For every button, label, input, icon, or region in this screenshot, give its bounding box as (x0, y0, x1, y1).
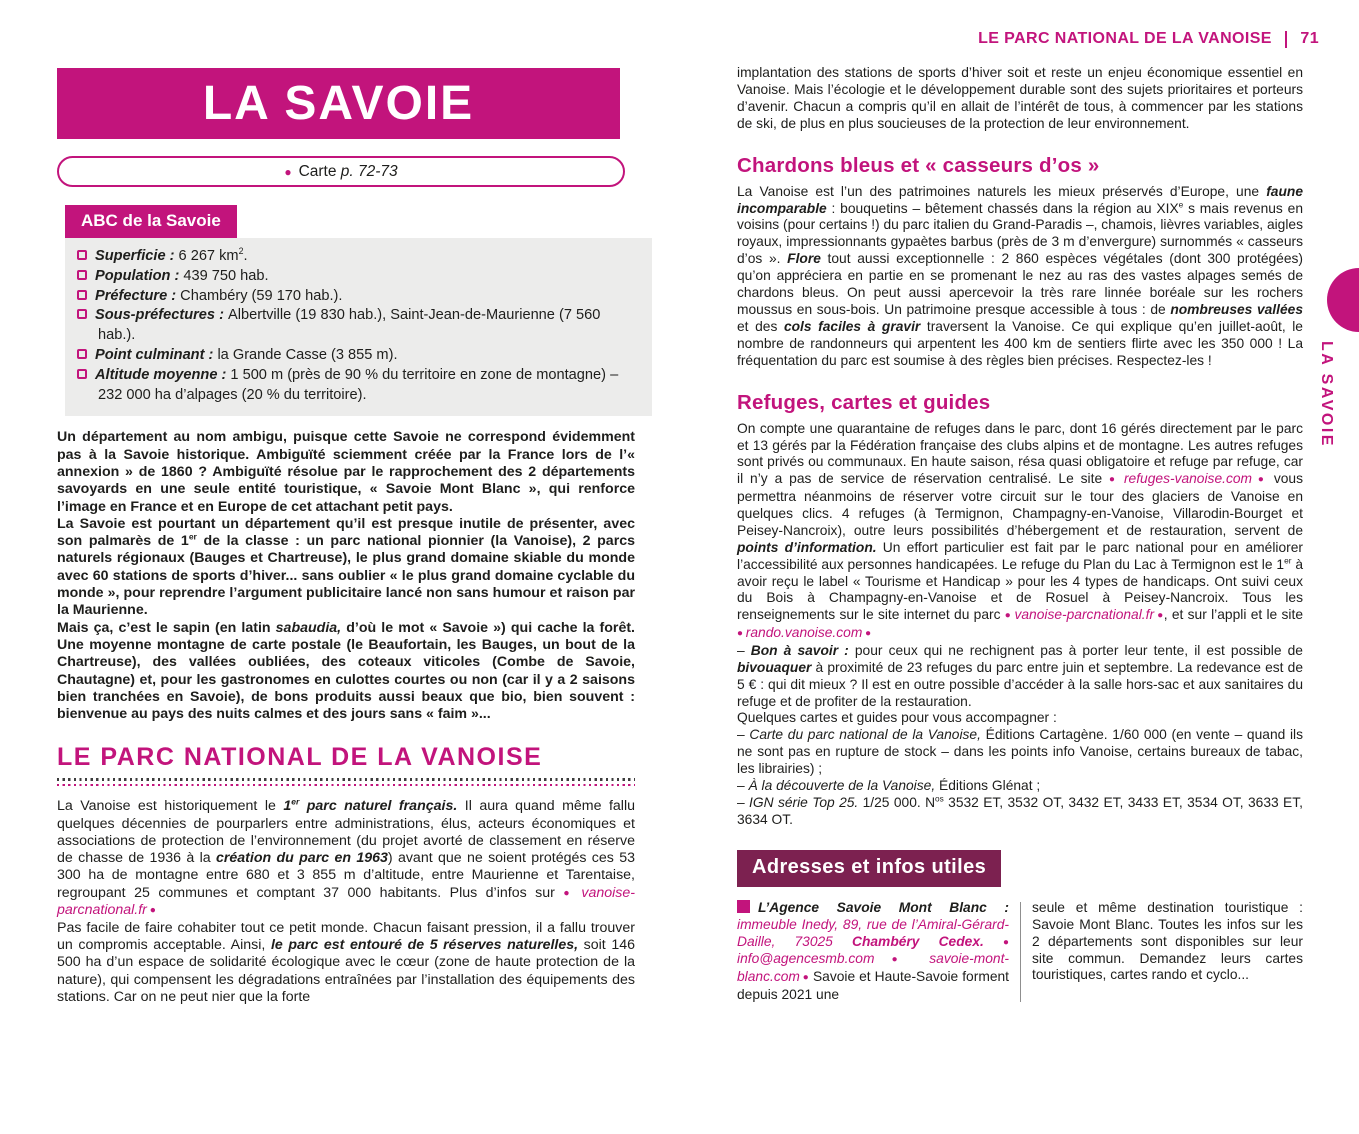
abc-factbox (65, 205, 652, 416)
fact-item (77, 267, 638, 287)
inline-link[interactable]: vanoise-parcnational.fr (57, 884, 635, 919)
dotted-rule (57, 778, 635, 786)
square-bullet-icon (77, 309, 87, 319)
fact-text: Sous-préfectures : Albertville (19 830 hab.), Saint-Jean-de-Maurienne (7 560 hab.). (95, 307, 601, 344)
map-list-item: – IGN série Top 25. 1/25 000. $N^{os}$ 3532 ET, 3532 OT, 3432 ET, 3433 ET, 3534 OT, 3633 ET, 3634 OT. (737, 794, 1303, 827)
inline-link[interactable]: info@agencesmb.com (737, 951, 875, 967)
left-column (57, 68, 635, 1006)
map-list-item: – À la découverte de la Vanoise, Éditions Glénat ; (737, 778, 1041, 794)
body-paragraph: La Vanoise est historiquement le 1er parc naturel français. Il aura quand même fallu quelques décennies de pourparlers entre administrations, élus, acteurs économiques et associations de protection de l’environnement (du projet avorté de classement en réserve de chasse de 1936 à la création du parc en 1963) avant que ne soient protégés ces 53 300 ha de montagne entre 680 et 3 855 m d’altitude, entre Maurienne et Tarentaise, regroupant 25 communes et comptant 37 000 habitants. Plus d’infos sur ● vanoise-parcnational.fr ● (57, 796, 635, 919)
square-bullet-icon (77, 270, 87, 280)
intro-paragraph: Un département au nom ambigu, puisque cette Savoie ne correspond évidemment pas à la Savoie historique. Ambiguïté sciemment créée par la France lors de l’« annexion » de 1860 ? Ambiguïté résolue par le rapprochement des 2 départements savoyards en une seule entité touristique, « Savoie Mont Blanc », qui renforce l’image en France et en Europe de cet attachant petit pays. (57, 429, 635, 515)
square-bullet-icon (77, 369, 87, 379)
bullet-dot-icon: ● (284, 164, 292, 179)
intro-paragraph: La Savoie est pourtant un département qu’il est presque inutile de présenter, avec son palmarès de 1er de la classe : un parc national pionnier (la Vanoise), 2 parcs naturels régionaux (Bauges et Chartreuse), le plus grand domaine skiable du monde avec 60 stations de sports d’hiver... sans oublier « le plus grand domaine cyclable du monde », pour reprendre l’argument publicitaire lancé non sans humour et raison par la Maurienne. (57, 515, 635, 619)
fact-text: Point culminant : la Grande Casse (3 855 m). (95, 346, 398, 363)
right-column (737, 30, 1319, 1004)
region-title: LA SAVOIE (202, 77, 475, 130)
page-edge-tab-circle (1327, 268, 1359, 332)
header-divider-bar (1285, 31, 1288, 48)
fact-text: Population : 439 750 hab. (95, 267, 269, 284)
filled-square-icon (737, 900, 750, 913)
running-header-title: LE PARC NATIONAL DE LA VANOISE (978, 30, 1272, 47)
map-list-item: – Carte du parc national de la Vanoise, Éditions Cartagène. 1/60 000 (en vente – quand ils ne sont pas en rupture de stock – dans les points info Vanoise, certains bureaux de tabac, les librairies) ; (737, 727, 1303, 777)
body-paragraph: On compte une quarantaine de refuges dans le parc, dont 16 gérés directement par le parc et 13 gérés par la Fédération française des clubs alpins et de montagne. Les autres refuges sont privés ou communaux. En haute saison, résa quasi obligatoire et refuge par refuge, car il n’y a pas de service de réservation centralisé. Le site ● refuges-vanoise.com ● vous permettra néanmoins de réserver votre circuit sur le tour des glaciers de Vanoise en quelques clics. 4 refuges (à Termignon, Champagny-en-Vanoise, Villarodin-Bourget et Peisey-Nancroix), outre leurs possibilités d’hébergement et de restauration, servent de points d’information. Un effort particulier est fait par le parc national pour en améliorer l’accessibilité aux personnes handicapées. Le refuge du Plan du Lac à Termignon est le 1er à avoir reçu le label « Tourisme et Handicap » pour les 4 types de handicaps. Ont suivi ceux du Bois à Champagny-en-Vanoise et de Rosuel à Peisey-Nancroix. Tous les renseignements sur le site internet du parc ● vanoise-parcnational.fr ●, et sur l’appli et le site ● rando.vanoise.com ● (737, 420, 1303, 641)
tip-paragraph: – Bon à savoir : pour ceux qui ne rechignent pas à porter leur tente, il est possible de bivouaquer à proximité de 23 refuges du parc entre juin et septembre. La redevance est de 5 € : qui dit mieux ? Il est en outre possible d’accéder à la salle hors-sac et aux sanitaires du refuge et de profiter de la restauration. (737, 642, 1303, 709)
map-ref-pages: p. 72-73 (340, 162, 398, 180)
inline-link[interactable]: rando.vanoise.com (745, 625, 863, 641)
square-bullet-icon (77, 290, 87, 300)
fact-item (77, 346, 638, 366)
body-paragraph: Pas facile de faire cohabiter tout ce petit monde. Chacun faisant pression, il a fallu trouver un compromis acceptable. Ainsi, le parc est entouré de 5 réserves naturelles, soit 146 500 ha d’un espace de solidarité écologique avec le cœur (zone de haute protection de la nature), qui compensent les dégradations entraînées par l’installation des équipements des stations. Car on ne peut nier que la forte (57, 919, 635, 1005)
fact-text: Altitude moyenne : 1 500 m (près de 90 % du territoire en zone de montagne) – 232 000 ha d’alpages (20 % du territoire). (95, 366, 619, 403)
region-title-banner (57, 68, 620, 139)
column-divider-rule (1020, 902, 1021, 1002)
map-reference-pill (57, 156, 625, 187)
fact-item (77, 247, 638, 267)
fact-item (77, 306, 638, 346)
square-bullet-icon (77, 349, 87, 359)
abc-factbox-body (65, 238, 652, 416)
section-heading-vanoise: LE PARC NATIONAL DE LA VANOISE (57, 743, 543, 772)
vertical-section-label: LA SAVOIE (1318, 341, 1335, 448)
address-entry (737, 900, 1009, 1004)
square-bullet-icon (77, 250, 87, 260)
subsection-heading-refuges: Refuges, cartes et guides (737, 390, 991, 414)
intro-paragraph: Mais ça, c’est le sapin (en latin sabaudia, d’où le mot « Savoie ») qui cache la forêt. Une moyenne montagne de carte postale (le Beaufortain, les Bauges, un bout de la Chartreuse), des vallées oubliées, des coteaux viticoles (Combe de Savoie, Chautagne) et, pour les gastronomes en culottes courtes ou non (car il y a 2 saisons bien tranchées en Savoie), de bons produits aussi beaux que bio, bien souvent : bienvenue au pays des nuits calmes et des jours sans « faim »... (57, 619, 635, 723)
running-header (737, 30, 1319, 48)
inline-link[interactable]: refuges-vanoise.com (1123, 471, 1253, 487)
inline-link[interactable]: savoie-mont-blanc.com (737, 951, 1009, 985)
fact-item (77, 366, 638, 406)
dotted-rule-top (57, 778, 635, 781)
map-ref-label: Carte (298, 162, 337, 180)
inline-link[interactable]: immeuble Inedy, 89, rue de l’Amiral-Gérard-Daille, 73025 (737, 916, 1009, 949)
address-text: L’Agence Savoie Mont Blanc : immeuble Inedy, 89, rue de l’Amiral-Gérard-Daille, 73025 Chambéry Cedex. ● info@agencesmb.com ● savoie-mont-blanc.com ● Savoie et Haute-Savoie forment depuis 2021 une (737, 899, 1009, 1002)
body-paragraph: implantation des stations de sports d’hiver soit et reste un enjeu économique essentiel en Vanoise. Mais l’écologie et le développement durable sont des sujets prioritaires et porteurs d’avenir. Chacun a compris qu’il en allait de l’intérêt de tous, à commencer par les stations de ski, de plus en plus soucieuses de la protection de leur environnement. (737, 65, 1303, 131)
addresses-banner: Adresses et infos utiles (737, 850, 1001, 887)
body-paragraph: Quelques cartes et guides pour vous accompagner : (737, 710, 1057, 726)
addresses-columns (737, 900, 1303, 1004)
fact-text: Superficie : 6 267 $km^2$. (95, 246, 248, 264)
address-continuation: seule et même destination touristique : Savoie Mont Blanc. Toutes les infos sur les 2 départements sont disponibles sur leur site commun. Demandez leurs cartes touristiques, cartes rando et cyclo... (1032, 899, 1303, 983)
fact-item (77, 287, 638, 307)
inline-link[interactable]: vanoise-parcnational.fr (1014, 607, 1155, 623)
body-paragraph: La Vanoise est l’un des patrimoines naturels les mieux préservés d’Europe, une faune incomparable : bouquetins – bêtement chassés dans la région au XIXe s mais revenus en voisins (pour certains !) du parc italien du Grand-Paradis –, chamois, lièvres variables, aigles royaux, impressionnants gypaètes barbus (près de 3 m d’envergure) surnommés « casseurs d’os ». Flore tout aussi exceptionnelle : 2 860 espèces végétales (dont 300 protégées) qu’on appréciera en partie en se promenant le nez au ras des vastes alpages semés de chardons bleus. On peut aussi apercevoir la très rare linnée boréale sur les rochers moussus en sous-bois. Un patrimoine presque accessible à tous : de nombreuses vallées et des cols faciles à gravir traversent la Vanoise. Ce qui explique qu’en juillet-août, le nombre de randonneurs qui arpentent les 400 km de sentiers flirte avec les 350 000 ! La fréquentation du parc est soumise à des règles bien précises. Respectez-les ! (737, 183, 1304, 368)
abc-factbox-title: ABC de la Savoie (65, 205, 237, 238)
inline-link[interactable]: Chambéry Cedex. (851, 933, 984, 949)
dotted-rule-bottom (57, 784, 635, 787)
subsection-heading-chardons: Chardons bleus et « casseurs d’os » (737, 153, 1100, 177)
page-number: 71 (1300, 30, 1319, 47)
intro-block (57, 429, 635, 723)
fact-text: Préfecture : Chambéry (59 170 hab.). (95, 287, 343, 304)
